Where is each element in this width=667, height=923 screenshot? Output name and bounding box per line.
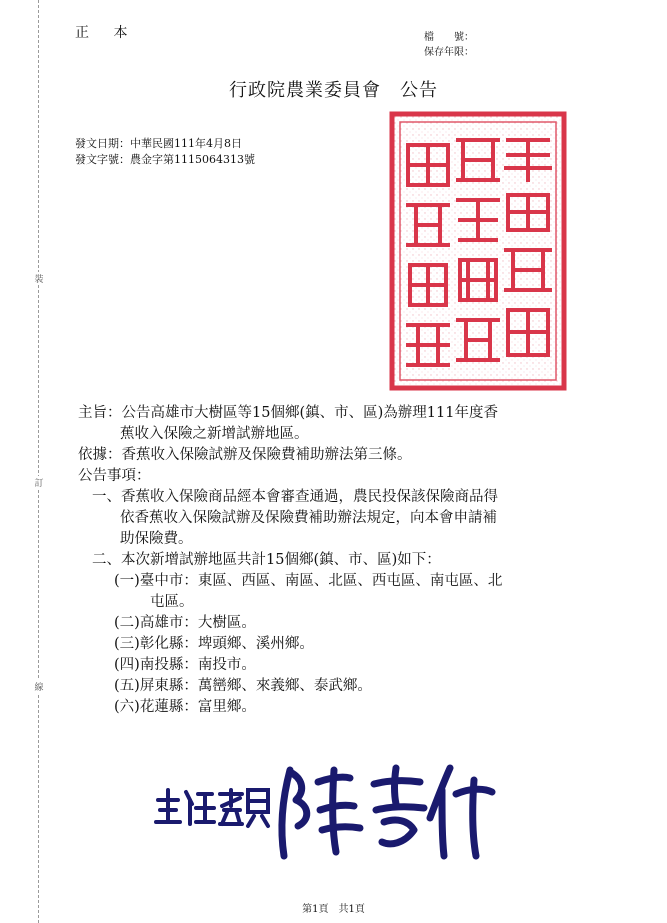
chairman-signature [150, 760, 510, 860]
sub-item-5 [78, 676, 608, 697]
issue-date-label: 發文日期： [75, 137, 130, 150]
issue-date-row [75, 136, 255, 152]
item-1 [78, 487, 608, 508]
item-1-line-1: 香蕉收入保險商品經本會審查通過，農民投保該保險商品得 [121, 489, 498, 505]
item-2-number: 二、 [92, 552, 121, 568]
item-1-continuation-2 [78, 529, 608, 550]
file-info [424, 30, 474, 60]
sub-item-4 [78, 655, 608, 676]
original-copy-label: 正 本 [75, 25, 138, 41]
sub-item-3-text: 彰化縣：埤頭鄉、溪州鄉。 [139, 636, 314, 652]
sub-item-5-number: (五) [114, 678, 140, 694]
subject-label: 主旨： [78, 405, 122, 421]
sub-item-4-number: (四) [114, 657, 140, 673]
item-1-continuation [78, 508, 608, 529]
item-1-number: 一、 [92, 489, 121, 505]
reference-number-value: 農金字第1115064313號 [130, 153, 255, 166]
item-2 [78, 550, 608, 571]
announcement-body [78, 403, 608, 718]
sub-item-1-number: (一) [114, 573, 140, 589]
binding-mark-xian: 線 [33, 680, 45, 693]
sub-item-2 [78, 613, 608, 634]
sub-item-3 [78, 634, 608, 655]
sub-item-1 [78, 571, 608, 592]
basis-label: 依據： [78, 447, 122, 463]
retention-period-label: 保存年限： [424, 47, 474, 58]
item-1-line-2: 依香蕉收入保險試辦及保險費補助辦法規定，向本會申請補 [120, 510, 497, 526]
sub-item-2-text: 高雄市：大樹區。 [139, 615, 256, 631]
binding-line [38, 0, 39, 923]
binding-mark-ding: 訂 [33, 476, 45, 489]
sub-item-2-number: (二) [114, 615, 140, 631]
sub-item-6-text: 花蓮縣：富里鄉。 [139, 699, 256, 715]
basis-section [78, 445, 608, 466]
announcement-items-header [78, 466, 608, 487]
item-2-text: 本次新增試辦地區共計15個鄉(鎮、市、區)如下： [121, 552, 441, 568]
page-footer: 第1頁 共1頁 [302, 904, 365, 915]
sub-item-1-cont: 屯區。 [150, 594, 194, 610]
item-1-line-3: 助保險費。 [120, 531, 193, 547]
sub-item-3-number: (三) [114, 636, 140, 652]
subject-line-1: 公告高雄市大樹區等15個鄉(鎮、市、區)為辦理111年度香 [121, 405, 498, 421]
subject-line-2: 蕉收入保險之新增試辦地區。 [120, 426, 309, 442]
issue-date-value: 中華民國111年4月8日 [130, 137, 242, 150]
sub-item-6 [78, 697, 608, 718]
issuance-meta [75, 136, 255, 168]
sub-item-1-continuation [78, 592, 608, 613]
sub-item-1-text: 臺中市：東區、西區、南區、北區、西屯區、南屯區、北 [139, 573, 503, 589]
sub-item-4-text: 南投縣：南投市。 [139, 657, 256, 673]
binding-mark-zhuang: 裝 [33, 272, 45, 285]
file-number-label: 檔 號： [424, 32, 474, 43]
official-seal [388, 110, 568, 392]
sub-item-6-number: (六) [114, 699, 140, 715]
reference-number-row [75, 152, 255, 168]
reference-number-label: 發文字號： [75, 153, 130, 166]
basis-text: 香蕉收入保險試辦及保險費補助辦法第三條。 [121, 447, 412, 463]
announcement-items-label: 公告事項： [78, 468, 151, 484]
subject-section [78, 403, 608, 424]
document-title: 行政院農業委員會 公告 [229, 80, 438, 101]
sub-item-5-text: 屏東縣：萬巒鄉、來義鄉、泰武鄉。 [139, 678, 372, 694]
subject-continuation [78, 424, 608, 445]
